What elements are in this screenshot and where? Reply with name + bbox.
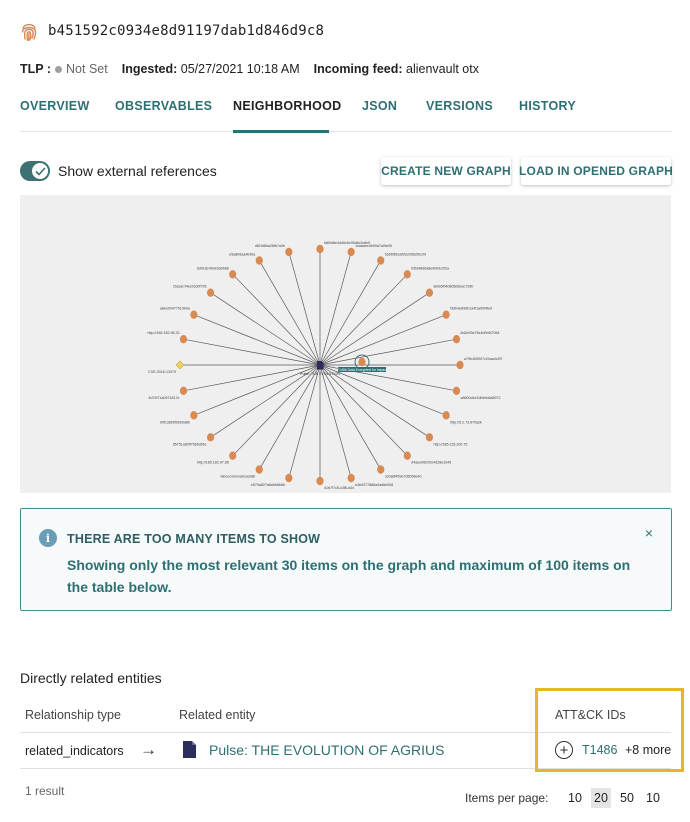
graph-edge [320, 365, 351, 478]
graph-edge [320, 365, 407, 456]
graph-node-indicator[interactable] [443, 411, 450, 419]
graph-node-label: d4aee06020e4d28e3d45 [411, 460, 452, 465]
alert-title: THERE ARE TOO MANY ITEMS TO SHOW [67, 532, 321, 546]
graph-edge [184, 365, 320, 391]
graph-node-center-label: Pulse: THE EVOLUTION [300, 372, 340, 376]
graph-node-indicator[interactable] [377, 465, 384, 473]
graph-node-label: e5a8b6aa4b90a [229, 252, 256, 257]
graph-edge [194, 315, 320, 365]
page-size-option[interactable]: 10 [568, 791, 582, 805]
tab-overview[interactable]: OVERVIEW [20, 99, 90, 113]
graph-edge [233, 365, 320, 456]
graph-node-vulnerability[interactable] [176, 361, 184, 369]
graph-node-indicator[interactable] [456, 361, 463, 369]
graph-edge [259, 260, 320, 365]
graph-node-indicator[interactable] [229, 451, 236, 459]
fingerprint-icon [20, 22, 38, 42]
neighborhood-graph[interactable] [20, 195, 671, 493]
attck-id-link[interactable]: T1486 [582, 743, 618, 757]
graph-node-indicator[interactable] [453, 335, 460, 343]
graph-node-indicator[interactable] [229, 270, 236, 278]
graph-node-indicator[interactable] [180, 387, 187, 395]
graph-node-indicator[interactable] [207, 288, 214, 296]
graph-node-indicator[interactable] [316, 477, 323, 485]
graph-node-indicator[interactable] [207, 433, 214, 441]
graph-node-label: 99f138b6f0bb9d6b [159, 420, 190, 425]
graph-node-indicator[interactable] [348, 474, 355, 482]
graph-node-indicator[interactable] [443, 310, 450, 318]
graph-edge [289, 252, 320, 365]
ingested-label: Ingested: [121, 62, 178, 76]
page-size-option-selected[interactable]: 20 [591, 788, 611, 808]
close-icon[interactable]: × [644, 525, 653, 541]
graph-node-label: 1caaaee4b99d7a0fe05 [355, 243, 392, 248]
graph-node-label: a79b405907c20aa4c5f7 [464, 357, 503, 361]
feed-value: alienvault otx [406, 62, 479, 76]
section-title: Directly related entities [20, 670, 162, 686]
graph-node-label: a8ee00477519b4a [159, 306, 190, 311]
graph-node-label: fabcocoinenabcacfalb [220, 474, 256, 479]
graph-node-indicator[interactable] [285, 474, 292, 482]
alert-message: Showing only the most relevant 30 items on the graph and maximum of 100 items on the table below. [67, 557, 631, 595]
object-id-title: b451592c0934e8d91197dab1d846d9c8 [48, 23, 325, 39]
graph-node-indicator[interactable] [256, 256, 263, 264]
graph-node-indicator[interactable] [190, 310, 197, 318]
graph-node-label: 5ab6f6bcaf93c028e50c09 [384, 252, 427, 257]
attck-more-count[interactable]: +8 more [625, 743, 672, 757]
graph-node-indicator[interactable] [285, 248, 292, 256]
graph-node-indicator[interactable] [348, 248, 355, 256]
column-header-entity[interactable]: Related entity [179, 708, 256, 722]
graph-edge [184, 339, 320, 365]
ingested-value: 05/27/2021 10:18 AM [180, 62, 300, 76]
graph-edge [259, 365, 320, 470]
graph-node-indicator[interactable] [426, 433, 433, 441]
metadata-line [20, 62, 479, 76]
graph-edge [211, 293, 320, 365]
graph-node-label: e575a827a6a9b8b86 [250, 483, 285, 488]
tab-versions[interactable]: VERSIONS [426, 99, 493, 113]
graph-node-label: b5fa48d6a8e90b9c2f2a [411, 266, 450, 271]
related-entity-link[interactable]: Pulse: THE EVOLUTION OF AGRIUS [209, 742, 445, 758]
graph-edge [320, 365, 381, 470]
graph-node-indicator[interactable] [256, 465, 263, 473]
graph-node-indicator[interactable] [377, 256, 384, 264]
create-new-graph-button[interactable]: CREATE NEW GRAPH [381, 157, 511, 185]
graph-node-label: http://185.182.98.32 [147, 331, 180, 336]
graph-node-label: CVE-2018-13379 [148, 370, 176, 374]
graph-node-label: 8efe6f04d8d5ddeac726b [433, 284, 474, 289]
page-size-option[interactable]: 10 [646, 791, 660, 805]
graph-node-label: 85751a60ff76b6d5bc [172, 442, 207, 447]
graph-node-label: http://185.182.97.85 [196, 460, 229, 465]
tlp-label: TLP : [20, 62, 52, 76]
graph-node-indicator[interactable] [316, 245, 323, 253]
graph-edge [289, 365, 320, 478]
add-circle-icon[interactable]: + [555, 741, 573, 759]
graph-node-label: ClasaCf4ee0cd0f795 [172, 284, 207, 289]
tab-bar [20, 98, 672, 132]
graph-node-label: d1b7f7c8-c3f8-d44 [324, 486, 354, 490]
graph-node-label: e4b0077888a3ad6e008 [355, 483, 394, 488]
graph-edge [320, 274, 407, 365]
graph-node-attack-pattern[interactable] [358, 358, 365, 366]
tab-json[interactable]: JSON [362, 99, 398, 113]
page-size-option[interactable]: 50 [620, 791, 634, 805]
graph-edge [320, 260, 381, 365]
graph-node-indicator[interactable] [404, 270, 411, 278]
graph-node-indicator[interactable] [426, 288, 433, 296]
graph-node-label: 8d2e93e75e4d0b5f7064 [460, 331, 500, 336]
graph-edge [233, 274, 320, 365]
graph-edge [320, 252, 351, 365]
toggle-knob [31, 162, 49, 180]
graph-node-label: 3c0a8f459e7d6b58e4d [384, 474, 422, 479]
graph-edge [320, 315, 446, 365]
graph-node-label: fd69d8e4d46c5c95d6c3c8e5 [324, 241, 371, 245]
column-header-attck: ATT&CK IDs [555, 708, 626, 722]
graph-node-center[interactable] [317, 361, 324, 370]
toggle-label: Show external references [58, 163, 217, 179]
column-header-relationship[interactable]: Relationship type [25, 708, 121, 722]
tlp-value: Not Set [66, 62, 108, 76]
arrow-right-icon: → [140, 740, 157, 759]
external-references-toggle[interactable] [20, 161, 50, 181]
graph-node-indicator[interactable] [180, 335, 187, 343]
graph-node-label: 4d74f71a0971817e [148, 395, 180, 400]
tab-history[interactable]: HISTORY [519, 99, 576, 113]
feed-label: Incoming feed: [313, 62, 403, 76]
info-icon: i [39, 529, 57, 547]
graph-node-label: a8600d4e2db4bb6a8972 [460, 395, 501, 400]
graph-node-label: http://5.2.73.67/task [450, 420, 482, 425]
check-icon [35, 167, 46, 176]
load-in-opened-graph-button[interactable]: LOAD IN OPENED GRAPH [521, 157, 671, 185]
graph-edge [320, 339, 456, 365]
relationship-type-cell: related_indicators [25, 744, 124, 758]
graph-node-label: d81fd6ba2f8b7a0b [254, 243, 285, 248]
graph-node-label: http://185.125.200.75 [433, 442, 468, 447]
tab-observables[interactable]: OBSERVABLES [115, 99, 213, 113]
tlp-status-dot [55, 66, 62, 73]
graph-node-label: f3db4e896b1a4f1a00f4bef [450, 306, 493, 311]
attck-highlight-box [535, 688, 684, 772]
graph-edge [320, 293, 429, 365]
graph-node-indicator[interactable] [404, 451, 411, 459]
too-many-items-alert [20, 508, 672, 611]
graph-node-label: 8d918c4b0e0a0b68 [196, 266, 229, 271]
result-count: 1 result [25, 784, 65, 798]
items-per-page-label: Items per page: [465, 791, 549, 805]
graph-node-indicator[interactable] [453, 387, 460, 395]
graph-canvas[interactable] [20, 195, 671, 493]
document-icon [183, 741, 196, 758]
graph-node-indicator[interactable] [190, 411, 197, 419]
tab-neighborhood[interactable]: NEIGHBORHOOD [233, 98, 329, 132]
graph-node-label: T1486 Data Encrypted for Impact [337, 368, 387, 372]
